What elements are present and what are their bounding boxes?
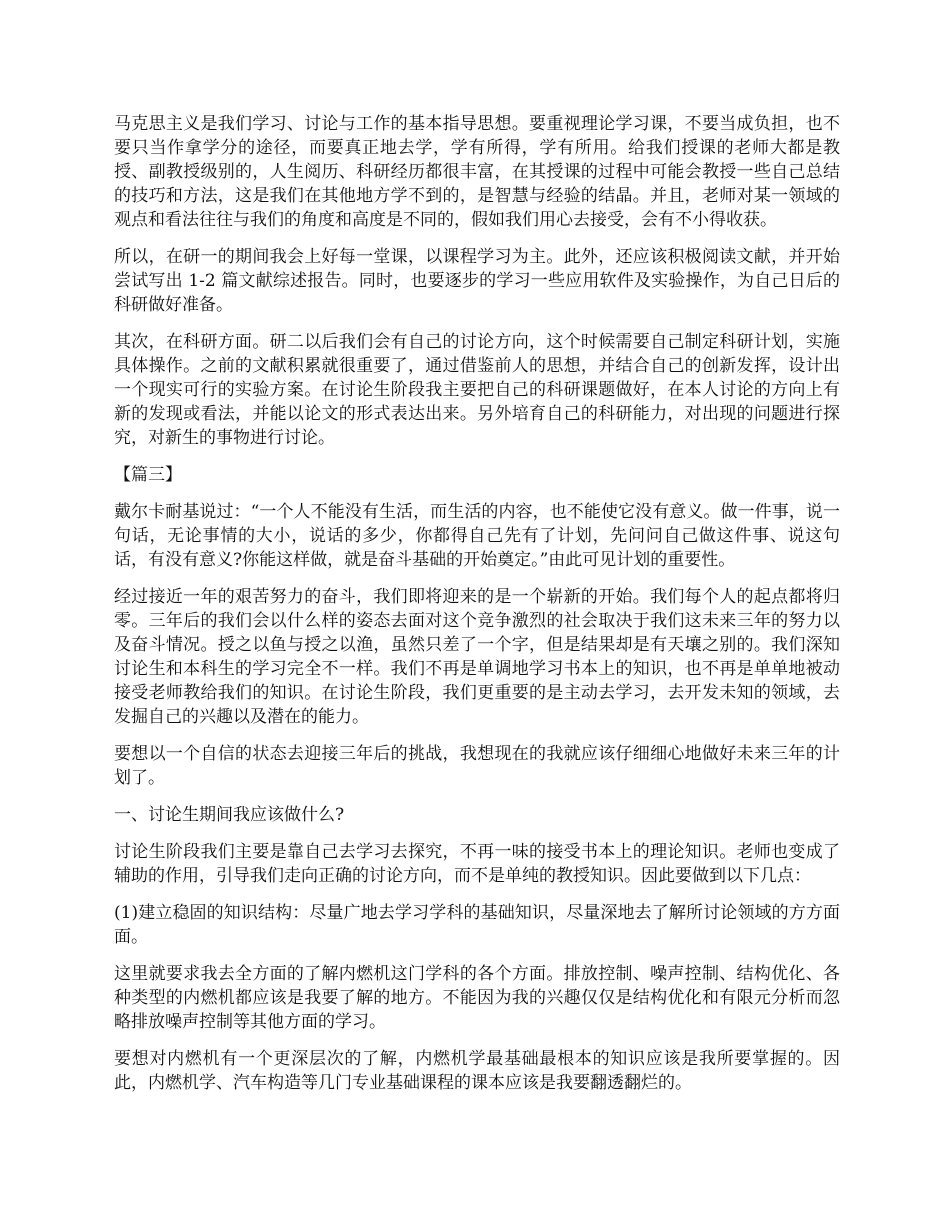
paragraph: 经过接近一年的艰苦努力的奋斗，我们即将迎来的是一个崭新的开始。我们每个人的起点都将归零。三年后的我们会以什么样的姿态去面对这个竞争激烈的社会取决于我们这未来三年的努力以及奋斗情况。授之以鱼与授之以渔，虽然只差了一个字，但是结果却是有天壤之别的。我们深知讨论生和本科生的学习完全不一样。我们不再是单调地学习书本上的知识，也不再是单单地被动接受老师教给我们的知识。在讨论生阶段，我们更重要的是主动去学习，去开发未知的领域，去发掘自己的兴趣以及潜在的能力。 bbox=[114, 587, 840, 727]
paragraph: (1)建立稳固的知识结构：尽量广地去学习学科的基础知识，尽量深地去了解所讨论领域的方方面面。 bbox=[114, 903, 840, 947]
paragraph: 马克思主义是我们学习、讨论与工作的基本指导思想。要重视理论学习课，不要当成负担，也不要只当作拿学分的途径，而要真正地去学，学有所得，学有所用。给我们授课的老师大都是教授、副教授级别的，人生阅历、科研经历都很丰富，在其授课的过程中可能会教授一些自己总结的技巧和方法，这是我们在其他地方学不到的，是智慧与经验的结晶。并且，老师对某一领域的观点和看法往往与我们的角度和高度是不同的，假如我们用心去接受，会有不小得收获。 bbox=[114, 114, 840, 230]
subsection-heading: 一、讨论生期间我应该做什么? bbox=[114, 805, 345, 825]
paragraph: 所以，在研一的期间我会上好每一堂课，以课程学习为主。此外，还应该积极阅读文献，并开始尝试写出 1-2 篇文献综述报告。同时，也要逐步的学习一些应用软件及实验操作，为自己日后的科研做好准备。 bbox=[114, 247, 840, 315]
paragraph: 要想对内燃机有一个更深层次的了解，内燃机学最基础最根本的知识应该是我所要掌握的。因此，内燃机学、汽车构造等几门专业基础课程的课本应该是我要翻透翻烂的。 bbox=[114, 1049, 840, 1093]
paragraph: 要想以一个自信的状态去迎接三年后的挑战，我想现在的我就应该仔细细心地做好未来三年的计划了。 bbox=[114, 744, 840, 788]
document-body bbox=[114, 112, 840, 1108]
paragraph: 其次，在科研方面。研二以后我们会有自己的讨论方向，这个时候需要自己制定科研计划，实施具体操作。之前的文献积累就很重要了，通过借鉴前人的思想，并结合自己的创新发挥，设计出一个现实可行的实验方案。在讨论生阶段我主要把自己的科研课题做好，在本人讨论的方向上有新的发现或看法，并能以论文的形式表达出来。另外培育自己的科研能力，对出现的问题进行探究，对新生的事物进行讨论。 bbox=[114, 332, 840, 448]
paragraph: 讨论生阶段我们主要是靠自己去学习去探究，不再一味的接受书本上的理论知识。老师也变成了辅助的作用，引导我们走向正确的讨论方向，而不是单纯的教授知识。因此要做到以下几点： bbox=[114, 842, 840, 886]
section-heading: 【篇三】 bbox=[114, 465, 182, 485]
paragraph: 这里就要求我去全方面的了解内燃机这门学科的各个方面。排放控制、噪声控制、结构优化、各种类型的内燃机都应该是我要了解的地方。不能因为我的兴趣仅仅是结构优化和有限元分析而忽略排放噪声控制等其他方面的学习。 bbox=[114, 964, 840, 1032]
paragraph: 戴尔卡耐基说过：“一个人不能没有生活，而生活的内容，也不能使它没有意义。做一件事，说一句话，无论事情的大小，说话的多少，你都得自己先有了计划，先问问自己做这件事、说这句话，有没有意义?你能这样做，就是奋斗基础的开始奠定。”由此可见计划的重要性。 bbox=[114, 502, 840, 570]
